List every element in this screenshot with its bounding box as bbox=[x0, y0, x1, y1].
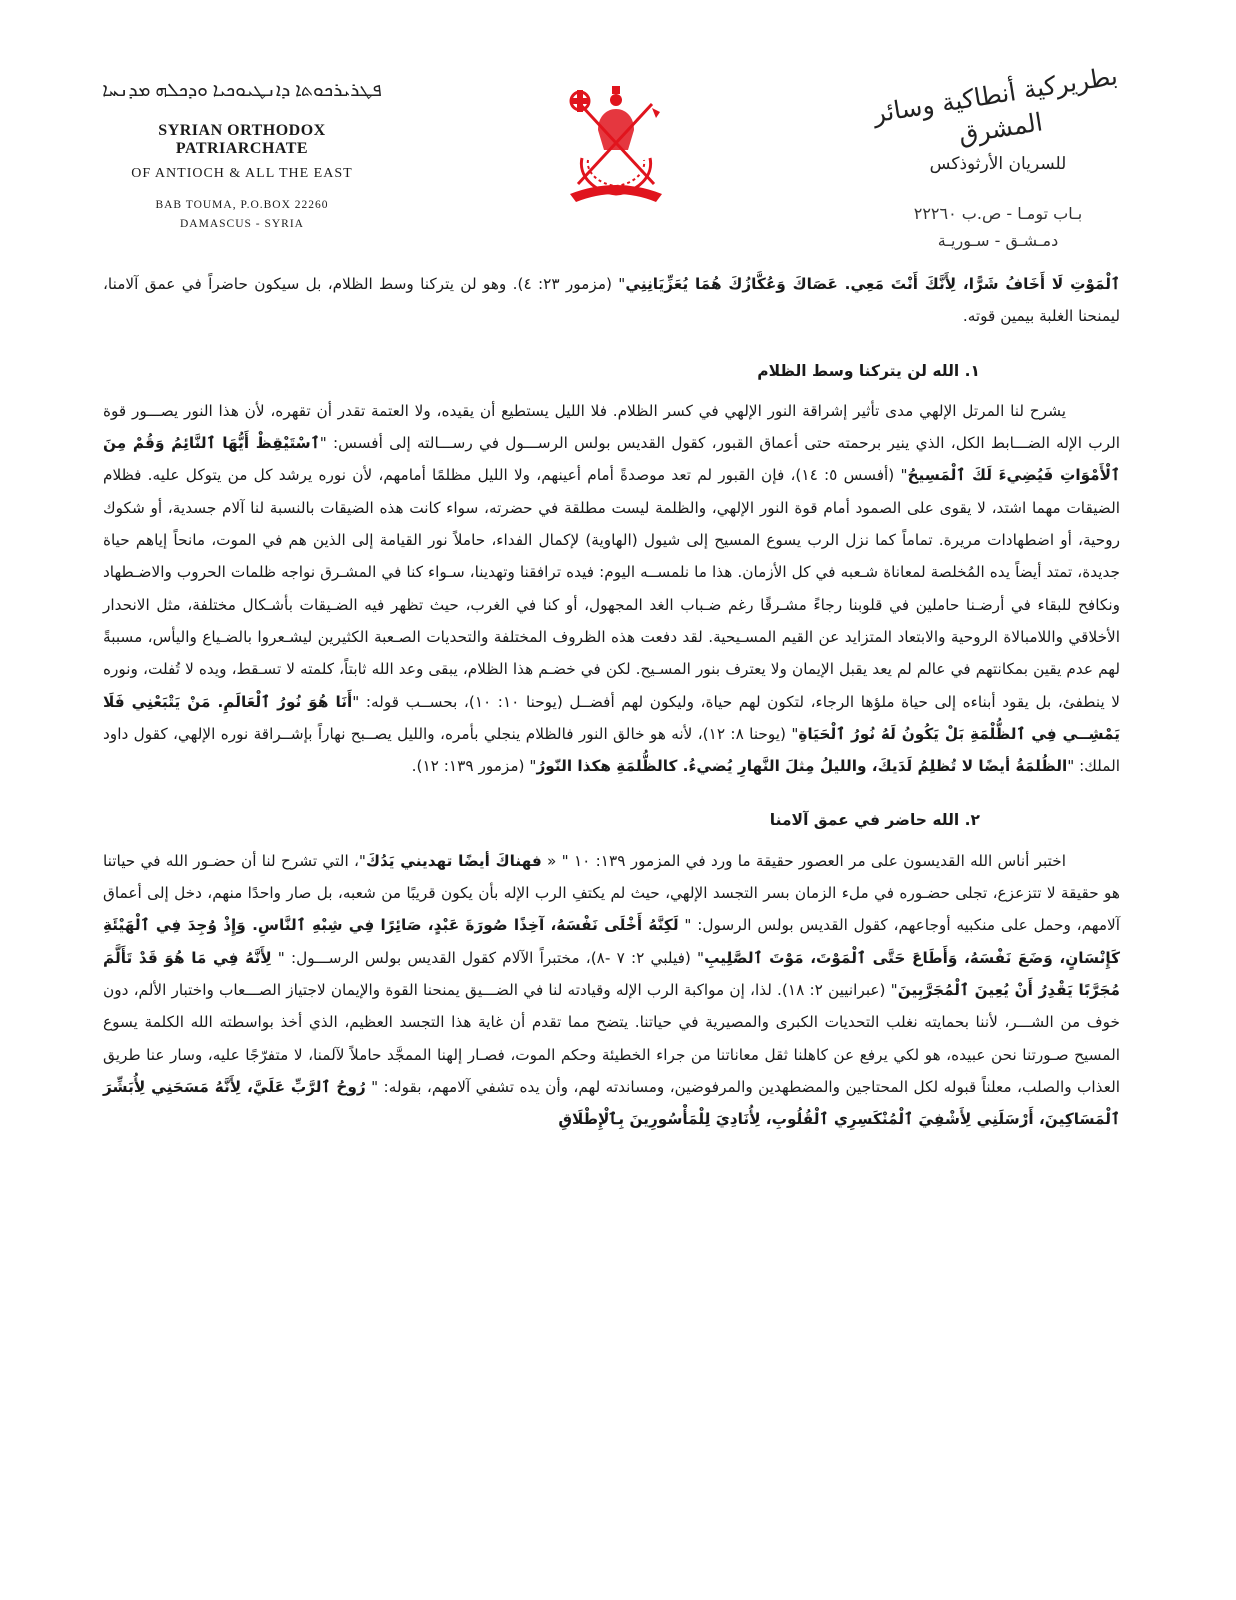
section-1-text-c: " (يوحنا ٨: ١٢)، لأنه هو خالق النور فالظلام ينجلي بأمره، والليل يصــبح نهاراً بإشــراقة نوره الإلهي، كقول داود الملك: " bbox=[103, 724, 1120, 776]
philippians-quote: لَكِنَّهُ أَخْلَى نَفْسَهُ، آخِذًا صُورَةَ عَبْدٍ، صَائِرًا فِي شِبْهِ ٱلنَّاسِ. وَإِذْ وُجِدَ فِي ٱلْهَيْئَةِ كَإِنْسَانٍ، وَضَعَ نَفْسَهُ، وَأَطَاعَ حَتَّى ٱلْمَوْتَ، مَوْتَ ٱلصَّلِيبِ bbox=[103, 916, 1120, 967]
address-ar-line-2: دمـشـق - سـوريـة bbox=[937, 231, 1059, 250]
org-subtitle-ar: للسريان الأرثوذكس bbox=[929, 154, 1067, 174]
psalm-139-10-quote: فهناكَ أيضًا تهديني يَدُكَ bbox=[365, 851, 542, 870]
address-ar-line-1: بـاب تومـا - ص.ب ٢٢٢٦٠ bbox=[913, 204, 1083, 223]
section-2-title: ٢. الله حاضر في عمق آلامنا bbox=[769, 811, 980, 830]
section-2-text-c: " (فيلبي ٢: ٧ -٨)، مختبراً الآلام كقول القديس بولس الرســـول: " bbox=[271, 948, 705, 967]
syriac-title: ܦܛܪܝܪܟܘܬܐ ܕܐܢܛܝܘܟܝܐ ܘܕܟܠܗ ܡܕܢܚܐ bbox=[102, 80, 382, 101]
section-2-paragraph bbox=[103, 845, 1120, 1136]
psalm-quote: ٱلْمَوْتِ لَا أَخَافُ شَرًّا، لِأَنَّكَ أَنْتَ مَعِي. عَصَاكَ وَعُكَّازُكَ هُمَا يُعَزِّيَانِنِي bbox=[625, 275, 1120, 293]
letter-body bbox=[103, 268, 1120, 1135]
luke-quote: رُوحُ ٱلرَّبِّ عَلَيَّ، لِأَنَّهُ مَسَحَنِي لِأُبَشِّرَ ٱلْمَسَاكِينَ، أَرْسَلَنِي لِأَشْفِيَ ٱلْمُنْكَسِرِي ٱلْقُلُوبِ، لِأُنَادِيَ لِلْمَأْسُورِينَ بِٱلْإِطْلَاقِ bbox=[103, 1077, 1120, 1129]
section-1-text-b: " (أفسس ٥: ١٤)، فإن القبور لم تعد موصدةً أمام أعينهم، ولا الليل مظلمًا أمامهم، لأن نوره يرشد كل من يتوكل عليه. فظلام الضيقات مهما اشتد، لا يقوى على الصمود أمام قوة النور الإلهي، والظلمة ليست مطلقة في حضرته، سواء كانت هذه الضيقات بالنسبة لنا آلام جسدية، أو شكوك روحية، أو اضطهادات مريرة. تماماً كما نزل الرب يسوع المسيح إلى شيول (الهاوية) لإكمال الفداء، حاملاً نور القيامة إلى الذين هم في الموت، مانحاً إياهم حياة جديدة، تمتد أيضاً يده المُخلصة لمعاناة شـعبه في كل الأزمان. هذا ما نلمســه اليوم: فيده ترافقنا وتهدينا، سـواء كنا في المشـرق نواجه ظلمات الحروب والاضـطهاد ونكافح للبقاء في أرضـنا حاملين في قلوبنا رجاءً مشـرقًا رغم ضـباب الغد المجهول، أو كنا في الغرب، حيث تظهر فيه الضـيقات بأشـكال مختلفة، مثل الانحدار الأخلاقي واللامبالاة الروحية والابتعاد المتزايد عن القيم المسـيحية. لقد دفعت هذه الظروف المختلفة والتحديات الصـعبة الكثيرين ليشـعروا بالضـياع واليأس، مسببةً لهم عدم يقين بمكانتهم في عالم لم يعد يقبل الإيمان ولا يعترف بنور المسـيح. لكن في خضـم هذا الظلام، يبقى وعد الله ثابتاً، كلمته لا تسـقط، ويده لا تُفلت، ونوره لا ينطفئ، بل يقود أبناءه إلى حياة ملؤها الرجاء، لتكون لهم حياة، وليكون لهم أفضــل (يوحنا ١٠: ١٠)، بحســب قوله: " bbox=[103, 466, 1120, 711]
org-name-ar: بطريركية أنطاكية وسائر المشرق bbox=[870, 61, 1120, 150]
section-2-text-d: " (عبرانيين ٢: ١٨). لذا، إن مواكبة الرب الإله وقيادته لنا في الضـــيق يمنحنا القوة والإيمان لاجتياز الصـــعاب واختبار الألم، دون خوف من الشـــر، لأننا بحمايته نغلب التحديات الكبرى والمصيرية في حياتنا. يتضح مما تقدم أن غاية هذا التجسد العظيم، الذي أخذ بواسطته الله الكلمة يسوع المسيح صـورتنا نحن عبيده، هو لكي يرفع عن كاهلنا ثقل معاناتنا من جراء الخطيئة وحكم الموت، فصـار إلهنا الممجَّد حاملاً لآلمنا، لا متفرّجًا عليه، وسار عنا طريق العذاب والصلب، معلناً قبوله لكل المحتاجين والمضطهدين والمرفوضين، ومساندته لهم، وأن يده تشفي آلامهم، بقوله: " bbox=[103, 980, 1120, 1096]
patriarchate-emblem-icon bbox=[548, 72, 684, 208]
address-en-line-1: BAB TOUMA, P.O.BOX 22260 bbox=[155, 199, 329, 211]
letterhead-right bbox=[848, 61, 1148, 254]
intro-text: " (مزمور ٢٣: ٤). وهو لن يتركنا وسط الظلام، بل سيكون حاضراً في عمق آلامنا، ليمنحنا الغلبة بيمين قوته. bbox=[103, 275, 1120, 326]
intro-paragraph bbox=[103, 268, 1120, 333]
letterhead-left bbox=[92, 80, 392, 234]
john-quote: أَنَا هُوَ نُورُ ٱلْعَالَمِ. مَنْ يَتْبَعْنِي فَلَا يَمْشِــي فِي ٱلظُّلْمَةِ بَلْ يَكُونُ لَهُ نُورُ ٱلْحَيَاةِ bbox=[103, 692, 1121, 743]
org-subtitle-en: OF ANTIOCH & ALL THE EAST bbox=[131, 166, 353, 181]
address-en-line-2: DAMASCUS - SYRIA bbox=[180, 218, 304, 230]
section-2-text-a: اختبر أناس الله القديسون على مر العصور حقيقة ما ورد في المزمور ١٣٩: ١٠ " « bbox=[541, 851, 1066, 870]
section-1-text-d: " (مزمور ١٣٩: ١٢). bbox=[411, 757, 537, 776]
section-1-paragraph bbox=[103, 395, 1120, 783]
org-name-en: SYRIAN ORTHODOX PATRIARCHATE bbox=[158, 122, 326, 157]
psalm-139-quote: الظُلمَةُ أيضًا لا تُظلِمُ لَدَيكَ، والليلُ مِثلَ النَّهارِ يُضيءُ. كالظُّلمَةِ هكذا النّورُ bbox=[536, 757, 1068, 776]
ephesians-quote: ٱسْتَيْقِظْ أَيُّهَا ٱلنَّائِمُ وَقُمْ مِنَ ٱلْأَمْوَاتِ فَيُضِيءَ لَكَ ٱلْمَسِيحُ bbox=[103, 434, 1120, 485]
hebrews-quote: لِأَنَّهُ فِي مَا هُوَ قَدْ تَأَلَّمَ مُجَرَّبًا يَقْدِرُ أَنْ يُعِينَ ٱلْمُجَرَّبِينَ bbox=[103, 948, 1121, 999]
section-1-title: ١. الله لن يتركنا وسط الظلام bbox=[757, 361, 980, 380]
section-1-text-a: يشرح لنا المرتل الإلهي مدى تأثير إشراقة النور الإلهي في كسر الظلام. فلا الليل يستطيع أن يقيده، ولا العتمة تقدر أن تقهره، لأن هذا النور يصـــور قوة الرب الإله الضـــابط الكل، الذي ينير برحمته حتى أعماق القبور، كقول القديس بولس الرســـول في رســـالته إلى أفسس: " bbox=[103, 401, 1120, 453]
section-2-text-b: "، التي تشرح لنا أن حضـور الله في حياتنا هو حقيقة لا تتزعزع، تجلى حضـوره في ملء الزمان بسر التجسد الإلهي، حيث لم يكتفِ الرب الإله بأن يكون قريبًا من شعبه، بل صار واحدًا منهم، دخل إلى أعماق آلامهم، وحمل على منكبيه أوجاعهم، كقول القديس بولس الرسول: " bbox=[103, 851, 1120, 935]
